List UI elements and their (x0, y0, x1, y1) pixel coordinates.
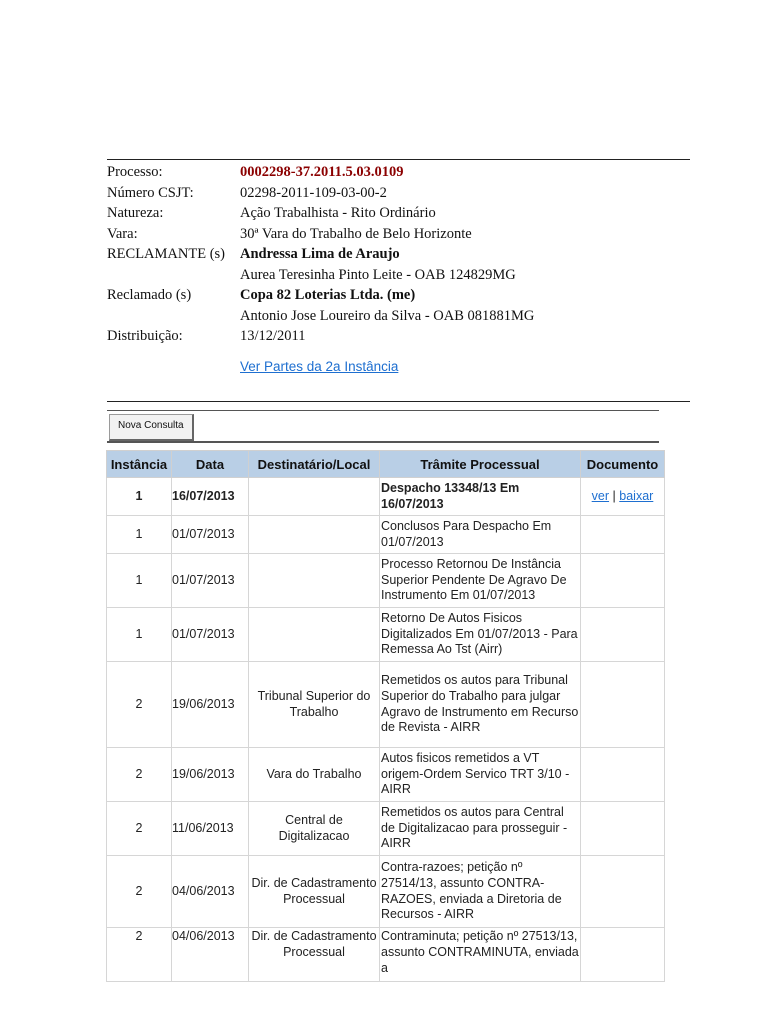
toolbar (107, 410, 659, 443)
info-row-csjt (107, 183, 690, 204)
cell-local (249, 478, 380, 516)
cell-local (249, 554, 380, 608)
cell-data: 04/06/2013 (172, 856, 249, 928)
reclamante-advogado: Aurea Teresinha Pinto Leite - OAB 124829MG (240, 266, 516, 283)
cell-data: 16/07/2013 (172, 478, 249, 516)
cell-local (249, 608, 380, 662)
distribuicao-label: Distribuição: (107, 328, 183, 344)
cell-instancia: 2 (107, 802, 172, 856)
cell-instancia: 2 (107, 856, 172, 928)
csjt-label: Número CSJT: (107, 184, 194, 201)
reclamado-label: Reclamado (s) (107, 287, 192, 303)
cell-documento (581, 928, 665, 982)
cell-instancia: 2 (107, 928, 172, 982)
natureza-label: Natureza: (107, 205, 164, 221)
cell-data: 19/06/2013 (172, 662, 249, 748)
col-header-instancia: Instância (107, 451, 172, 478)
cell-instancia: 1 (107, 516, 172, 554)
natureza-value: Ação Trabalhista - Rito Ordinário (240, 205, 436, 221)
cell-data: 01/07/2013 (172, 554, 249, 608)
table-row (107, 856, 665, 928)
info-row-vara (107, 224, 690, 245)
doc-baixar-link[interactable]: baixar (619, 488, 654, 503)
section-divider (107, 401, 690, 402)
col-header-tramite: Trâmite Processual (380, 451, 581, 478)
cell-local: Tribunal Superior do Trabalho (249, 662, 380, 748)
csjt-number: 02298-2011-109-03-00-2 (240, 184, 387, 201)
info-row-reclamado (107, 285, 690, 306)
vara-value: 30ª Vara do Trabalho de Belo Horizonte (240, 225, 472, 242)
cell-local: Dir. de Cadastramento Processual (249, 856, 380, 928)
doc-link-separator: | (612, 488, 616, 503)
table-header-row (107, 451, 665, 478)
cell-local: Dir. de Cadastramento Processual (249, 928, 380, 982)
process-info (107, 159, 690, 377)
cell-tramite: Conclusos Para Despacho Em 01/07/2013 (380, 516, 581, 554)
partes-link-row (107, 357, 690, 377)
reclamado-name: Copa 82 Loterias Ltda. (me) (240, 287, 416, 303)
cell-tramite: Despacho 13348/13 Em 16/07/2013 (380, 478, 581, 516)
processo-number: 0002298-37.2011.5.03.0109 (240, 164, 404, 180)
cell-documento (581, 516, 665, 554)
cell-documento (581, 856, 665, 928)
movements-table (106, 450, 665, 982)
cell-tramite: Remetidos os autos para Central de Digitalizacao para prosseguir - AIRR (380, 802, 581, 856)
table-row (107, 662, 665, 748)
cell-data: 04/06/2013 (172, 928, 249, 982)
col-header-local: Destinatário/Local (249, 451, 380, 478)
cell-documento (581, 662, 665, 748)
cell-instancia: 1 (107, 608, 172, 662)
cell-tramite: Contraminuta; petição nº 27513/13, assunto CONTRAMINUTA, enviada a (380, 928, 581, 982)
cell-instancia: 1 (107, 554, 172, 608)
table-row (107, 554, 665, 608)
table-row (107, 802, 665, 856)
cell-documento (581, 802, 665, 856)
cell-data: 01/07/2013 (172, 608, 249, 662)
distribuicao-date: 13/12/2011 (240, 328, 306, 344)
reclamado-advogado: Antonio Jose Loureiro da Silva - OAB 081881MG (240, 307, 535, 324)
cell-instancia: 2 (107, 662, 172, 748)
info-row-reclamante-advogado (107, 265, 690, 286)
cell-local (249, 516, 380, 554)
table-row (107, 516, 665, 554)
cell-local: Central de Digitalizacao (249, 802, 380, 856)
doc-ver-link[interactable]: ver (591, 488, 610, 503)
col-header-documento: Documento (581, 451, 665, 478)
cell-tramite: Processo Retornou De Instância Superior Pendente De Agravo De Instrumento Em 01/07/2013 (380, 554, 581, 608)
info-row-processo (107, 162, 690, 183)
col-header-data: Data (172, 451, 249, 478)
processo-label: Processo: (107, 164, 163, 180)
cell-instancia: 2 (107, 748, 172, 802)
reclamante-label: RECLAMANTE (s) (107, 246, 226, 262)
table-row (107, 478, 665, 516)
reclamante-name: Andressa Lima de Araujo (240, 246, 400, 262)
nova-consulta-button[interactable]: Nova Consulta (109, 414, 194, 441)
ver-partes-link[interactable]: Ver Partes da 2a Instância (240, 358, 399, 374)
cell-documento (581, 608, 665, 662)
table-row (107, 928, 665, 982)
info-row-distribuicao (107, 326, 690, 347)
cell-tramite: Autos fisicos remetidos a VT origem-Ordem Servico TRT 3/10 - AIRR (380, 748, 581, 802)
cell-data: 11/06/2013 (172, 802, 249, 856)
info-row-natureza (107, 203, 690, 224)
table-row (107, 748, 665, 802)
cell-data: 01/07/2013 (172, 516, 249, 554)
cell-documento (581, 478, 665, 516)
reclamado-advogado-label (107, 306, 240, 327)
cell-tramite: Remetidos os autos para Tribunal Superior do Trabalho para julgar Agravo de Instrumento em Recurso de Revista - AIRR (380, 662, 581, 748)
table-row (107, 608, 665, 662)
info-row-reclamado-advogado (107, 306, 690, 327)
reclamante-advogado-label (107, 265, 240, 286)
info-row-reclamante (107, 244, 690, 265)
cell-documento (581, 748, 665, 802)
cell-tramite: Retorno De Autos Fisicos Digitalizados Em 01/07/2013 - Para Remessa Ao Tst (Airr) (380, 608, 581, 662)
cell-data: 19/06/2013 (172, 748, 249, 802)
cell-tramite: Contra-razoes; petição nº 27514/13, assunto CONTRA-RAZOES, enviada a Diretoria de Recursos - AIRR (380, 856, 581, 928)
cell-local: Vara do Trabalho (249, 748, 380, 802)
vara-label: Vara: (107, 225, 138, 242)
cell-documento (581, 554, 665, 608)
cell-instancia: 1 (107, 478, 172, 516)
